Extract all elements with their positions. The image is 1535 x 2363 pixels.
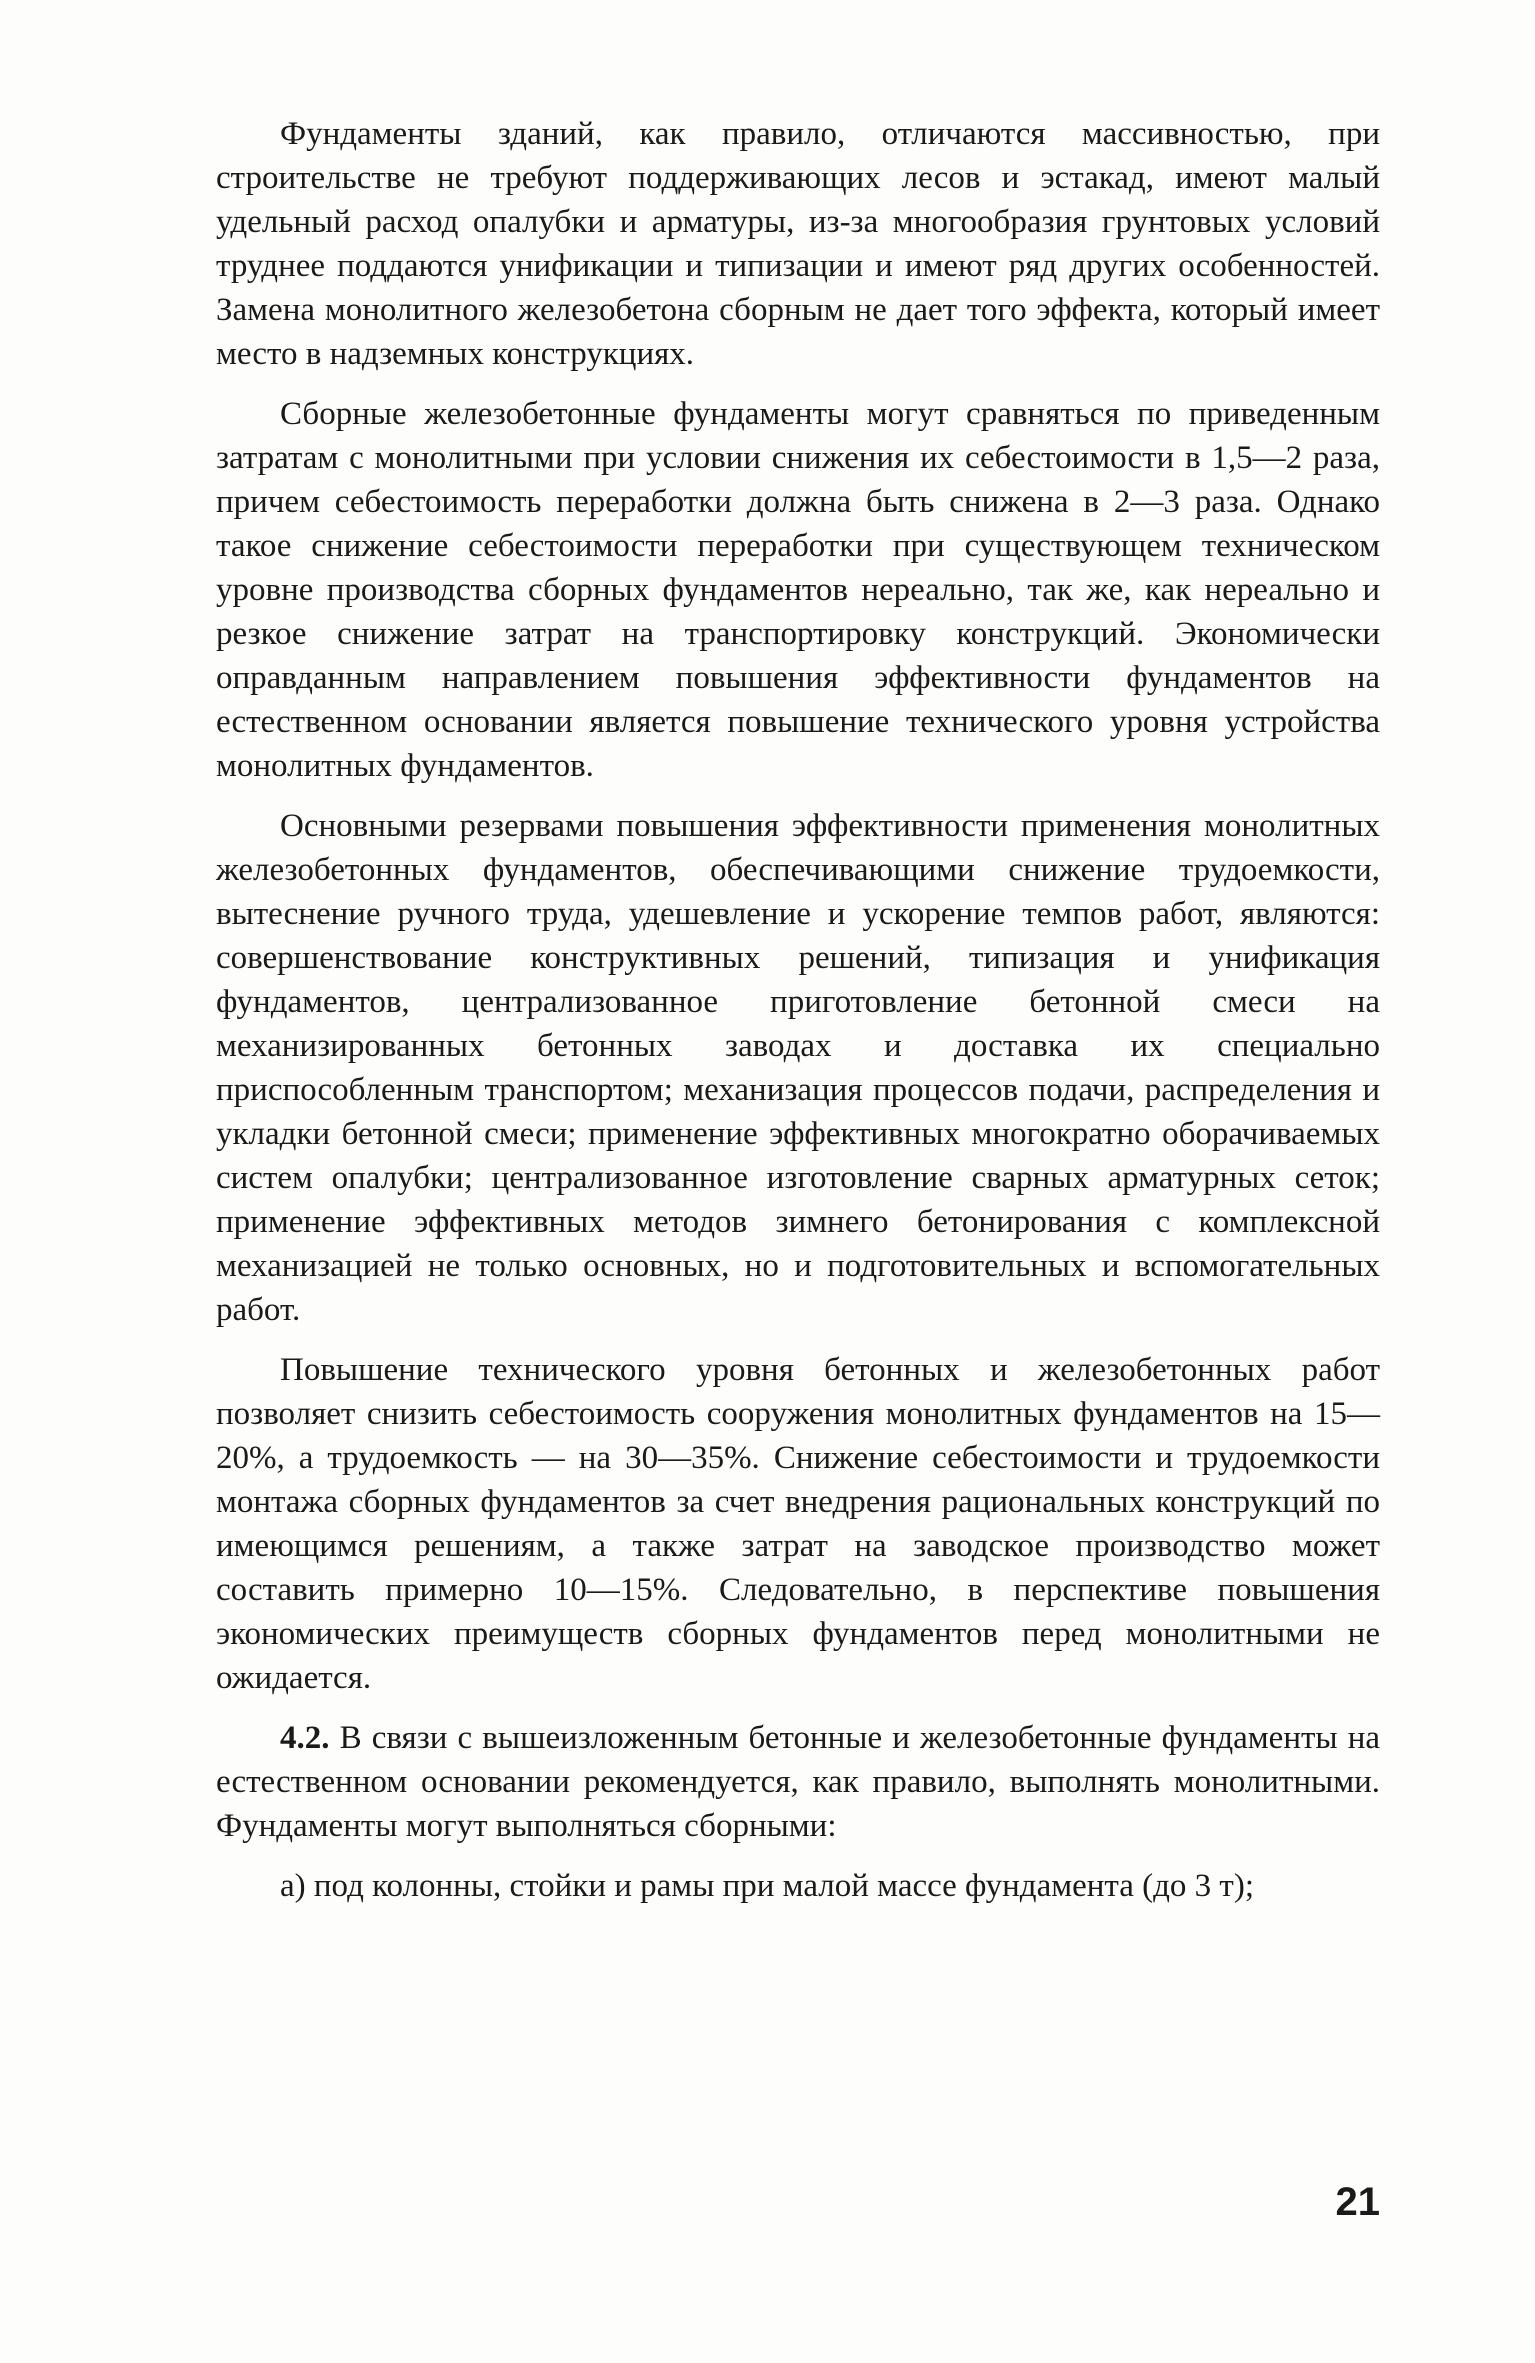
paragraph-prefab-costs: Сборные железобетонные фундаменты могут сравняться по приведенным затратам с монолитными при условии снижения их себестоимости в 1,5—2 раза, причем себестоимость переработки должна быть снижена в 2—3 раза. Однако такое снижение себестоимости переработки при существующем техническом уровне производства сборных фундаментов нереально, так же, как нереально и резкое снижение затрат на транспортировку конструкций. Экономически оправданным направлением повышения эффективности фундаментов на естественном основании является повышение технического уровня устройства монолитных фундаментов.: [216, 396, 1380, 784]
section-text: В связи с вышеизложенным бетонные и железобетонные фундаменты на естественном основании рекомендуется, как правило, выполнять монолитными. Фундаменты могут выполняться сборными:: [216, 1720, 1380, 1844]
page-number: 21: [1335, 2180, 1380, 2224]
section-number: 4.2.: [280, 1720, 330, 1756]
paragraph-efficiency-reserves: Основными резервами повышения эффективности применения монолитных железобетонных фундаментов, обеспечивающими снижение трудоемкости, вытеснение ручного труда, удешевление и ускорение темпов работ, являются: совершенствование конструктивных решений, типизация и унификация фундаментов, централизованное приготовление бетонной смеси на механизированных бетонных заводах и доставка их специально приспособленным транспортом; механизация процессов подачи, распределения и укладки бетонной смеси; применение эффективных многократно оборачиваемых систем опалубки; централизованное изготовление сварных арматурных сеток; применение эффективных методов зимнего бетонирования с комплексной механизацией не только основных, но и подготовительных и вспомогательных работ.: [216, 808, 1380, 1328]
body-text: [216, 112, 1380, 1924]
paragraph-technical-level: Повышение технического уровня бетонных и железобетонных работ позволяет снизить себестоимость сооружения монолитных фундаментов на 15—20%, а трудоемкость — на 30—35%. Снижение себестоимости и трудоемкости монтажа сборных фундаментов за счет внедрения рациональных конструкций по имеющимся решениям, а также затрат на заводское производство может составить примерно 10—15%. Следовательно, в перспективе повышения экономических преимуществ сборных фундаментов перед монолитными не ожидается.: [216, 1352, 1380, 1696]
paragraph-foundations-massiveness: Фундаменты зданий, как правило, отличаются массивностью, при строительстве не требуют поддерживающих лесов и эстакад, имеют малый удельный расход опалубки и арматуры, из-за многообразия грунтовых условий труднее поддаются унификации и типизации и имеют ряд других особенностей. Замена монолитного железобетона сборным не дает того эффекта, который имеет место в надземных конструкциях.: [216, 116, 1380, 372]
list-item-a: а) под колонны, стойки и рамы при малой массе фундамента (до 3 т);: [280, 1868, 1254, 1904]
section-4-2: [216, 1716, 1380, 1848]
